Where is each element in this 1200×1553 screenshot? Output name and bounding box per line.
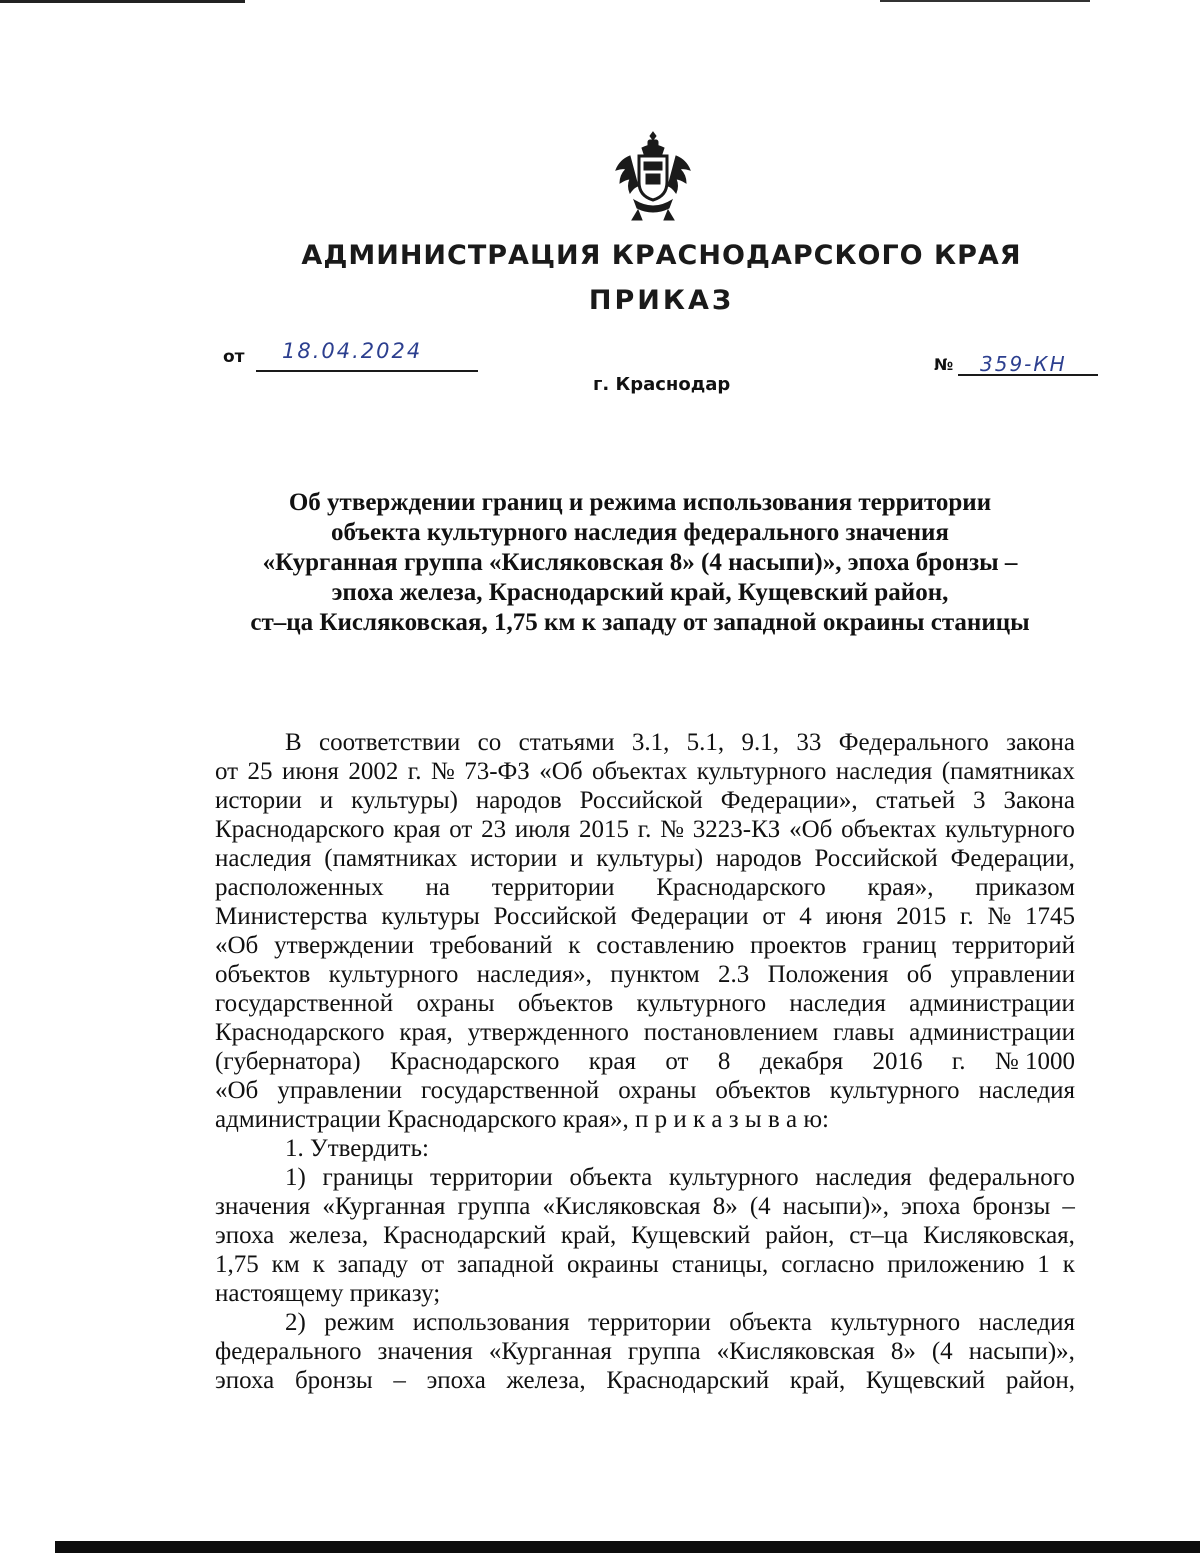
word: 8 [717, 1048, 731, 1075]
word: «Курганная [322, 1193, 446, 1220]
word: (памятниках [941, 758, 1075, 785]
paragraph-line [215, 989, 1075, 1018]
word: группа [457, 1193, 531, 1220]
word: границ [862, 932, 937, 959]
word: территории [430, 1164, 553, 1191]
word: г. [959, 903, 974, 930]
word: народов [475, 787, 562, 814]
word: постановлением [643, 1019, 819, 1046]
word: охраны [618, 1077, 697, 1104]
word: эпоха [901, 1193, 961, 1220]
word: эпоха [215, 1367, 275, 1394]
word: проектов [750, 932, 847, 959]
word: июля [514, 816, 571, 843]
word: границы [322, 1164, 414, 1191]
word: к [568, 932, 581, 959]
word: км [271, 1251, 300, 1278]
paragraph-line [215, 873, 1075, 902]
title-line: Об утверждении границ и режима использования территории [288, 489, 992, 516]
word: Краснодарский [606, 1367, 770, 1394]
word: Федерации», [720, 787, 858, 814]
word: Краснодарского [656, 874, 826, 901]
word: (4 [749, 1193, 771, 1220]
word: (губернатора) [215, 1048, 361, 1075]
organization-name: АДМИНИСТРАЦИЯ КРАСНОДАРСКОГО КРАЯ [301, 240, 1022, 271]
word: со [477, 729, 502, 756]
date-label: от [223, 347, 245, 367]
subitem-line [215, 1221, 1075, 1250]
word: края, [399, 1019, 453, 1046]
word: и [319, 787, 334, 814]
subitem-line [215, 1163, 1075, 1192]
handwritten-number: 359-КН [980, 352, 1067, 376]
word: культуры) [596, 845, 704, 872]
word: охраны [416, 990, 495, 1017]
word: наследия [215, 845, 312, 872]
word: 33 [796, 729, 822, 756]
word: пунктом [610, 961, 700, 988]
word: «Об [789, 816, 833, 843]
word: наследия [978, 1309, 1075, 1336]
word: Кущевский [865, 1367, 986, 1394]
word: ст–ца [849, 1222, 909, 1249]
word: 1745 [1024, 903, 1075, 930]
word: г. [407, 758, 422, 785]
word: 2) [285, 1309, 306, 1336]
word: культурного [829, 1077, 960, 1104]
word: 2016 [872, 1048, 923, 1075]
word: требований [429, 932, 553, 959]
title-line: ст–ца Кисляковская, 1,75 км к западу от западной окраины станицы [250, 609, 1030, 636]
word: Положения [767, 961, 889, 988]
word: Краснодарского [215, 816, 385, 843]
word: эпоха [215, 1222, 275, 1249]
word: 9.1, [741, 729, 780, 756]
word: и [569, 845, 584, 872]
paragraph-line [215, 728, 1075, 757]
word: край, [789, 1367, 846, 1394]
subitem-line [215, 1366, 1075, 1395]
paragraph-line [215, 960, 1075, 989]
word: управлении [277, 1077, 402, 1104]
word: объектов [715, 1077, 811, 1104]
word: утверждении [274, 932, 414, 959]
word: края», [867, 874, 934, 901]
word: объектов [215, 961, 311, 988]
word: статьей [875, 787, 956, 814]
word: края [588, 1048, 637, 1075]
word: культурного [945, 816, 1075, 843]
word: главы [833, 1019, 895, 1046]
paragraph-line [215, 1076, 1075, 1105]
word: район, [765, 1222, 835, 1249]
word: бронзы [972, 1193, 1051, 1220]
word: приложению [887, 1251, 1025, 1278]
word: объектов [517, 990, 614, 1017]
word: окраины [566, 1251, 659, 1278]
word: культурного [696, 758, 827, 785]
word: расположенных [215, 874, 384, 901]
word: на [425, 874, 450, 901]
date-underline [256, 370, 478, 372]
word: Кущевский [631, 1222, 751, 1249]
word: 25 [247, 758, 273, 785]
word: наследия [815, 1164, 912, 1191]
word: от [449, 816, 473, 843]
word: насыпи)», [782, 1193, 889, 1220]
word: Закона [1003, 787, 1075, 814]
scan-bottom-edge [55, 1541, 1200, 1553]
item-heading: 1. Утвердить: [285, 1135, 429, 1162]
title-line: эпоха железа, Краснодарский край, Кущевский район, [331, 579, 949, 606]
handwritten-date: 18.04.2024 [282, 339, 423, 363]
word: «Об [539, 758, 583, 785]
word: № [987, 903, 1012, 930]
word: администрации [909, 990, 1075, 1017]
word: федерального [215, 1338, 362, 1365]
word: железа, [506, 1367, 586, 1394]
word: 8» [712, 1193, 738, 1220]
word: культурного [830, 1309, 961, 1336]
word: «Кисляковская [716, 1338, 875, 1365]
word: «Об [215, 932, 259, 959]
word: значения [215, 1193, 311, 1220]
scan-edge-mark [880, 0, 1090, 2]
word: наследия [835, 758, 933, 785]
word: станицы, [671, 1251, 769, 1278]
word: культуры) [351, 787, 458, 814]
word: 2015 [896, 903, 947, 930]
word: В [285, 729, 302, 756]
word: группа [627, 1338, 701, 1365]
word: объекта [729, 1309, 813, 1336]
word: г. [951, 1048, 966, 1075]
document-body [215, 728, 1075, 1395]
coat-of-arms-emblem [612, 130, 694, 222]
word: 4 [799, 903, 812, 930]
word: государственной [421, 1077, 600, 1104]
subitem-last-line: настоящему приказу; [215, 1280, 441, 1307]
word: бронзы [294, 1367, 373, 1394]
word: к [1062, 1251, 1075, 1278]
word: утвержденного [467, 1019, 629, 1046]
word: западу [337, 1251, 408, 1278]
word: территории [491, 874, 615, 901]
word: № 1000 [994, 1048, 1075, 1075]
word: управлении [950, 961, 1075, 988]
word: – [393, 1367, 406, 1394]
word: 73-ФЗ [464, 758, 530, 785]
title-line: объекта культурного наследия федерального значения [331, 519, 949, 546]
word: наследия [978, 1077, 1075, 1104]
word: 2.3 [718, 961, 750, 988]
paragraph-line [215, 902, 1075, 931]
word: приказом [975, 874, 1075, 901]
word: составлению [596, 932, 735, 959]
word: июня [825, 903, 883, 930]
word: от [665, 1048, 689, 1075]
paragraph-last-line: администрации Краснодарского края», п р и к а з ы в а ю: [215, 1106, 829, 1133]
paragraph-line [215, 1047, 1075, 1076]
scan-edge-mark [0, 0, 245, 3]
word: соответствии [319, 729, 461, 756]
word: 3.1, [631, 729, 670, 756]
word: 5.1, [686, 729, 725, 756]
word: 1) [285, 1164, 306, 1191]
word: закона [1006, 729, 1075, 756]
paragraph-line [215, 786, 1075, 815]
word: от [215, 758, 239, 785]
word: истории [215, 787, 302, 814]
document-city: г. Краснодар [593, 374, 731, 395]
word: Российской [579, 787, 703, 814]
word: г. [637, 816, 652, 843]
word: согласно [781, 1251, 875, 1278]
word: Краснодарский [383, 1222, 546, 1249]
word: 2015 [578, 816, 629, 843]
word: Федерации, [950, 845, 1075, 872]
word: культурного [668, 1164, 799, 1191]
word: Федерации [630, 903, 749, 930]
word: территорий [952, 932, 1075, 959]
word: наследия [789, 990, 886, 1017]
word: Российской [493, 903, 617, 930]
word: объекта [569, 1164, 653, 1191]
word: статьями [518, 729, 615, 756]
word: № [430, 758, 455, 785]
subitem-line [215, 1192, 1075, 1221]
word: «Кисляковская [542, 1193, 701, 1220]
subitem-line [215, 1250, 1075, 1279]
word: государственной [215, 990, 394, 1017]
word: Федерального [838, 729, 989, 756]
word: «Об [215, 1077, 259, 1104]
word: федерального [928, 1164, 1075, 1191]
paragraph-line [215, 931, 1075, 960]
word: Краснодарского [389, 1048, 560, 1075]
word: Краснодарского [215, 1019, 385, 1046]
word: – [1062, 1193, 1075, 1220]
word: край, [560, 1222, 617, 1249]
paragraph-line [215, 844, 1075, 873]
word: наследия», [476, 961, 592, 988]
document-title [200, 488, 1080, 638]
word: 2002 [348, 758, 399, 785]
word: 8» [890, 1338, 916, 1365]
word: западной [456, 1251, 555, 1278]
word: 1,75 [215, 1251, 259, 1278]
word: № [660, 816, 685, 843]
number-label: № [934, 355, 954, 374]
word: район, [1005, 1367, 1075, 1394]
word: 3 [973, 787, 986, 814]
word: Министерства [215, 903, 368, 930]
word: от [762, 903, 786, 930]
subitem-line [215, 1308, 1075, 1337]
word: культуры [381, 903, 480, 930]
word: объектах [841, 816, 937, 843]
word: использования [412, 1309, 570, 1336]
word: «Курганная [488, 1338, 612, 1365]
word: культурного [328, 961, 459, 988]
word: (памятниках [324, 845, 458, 872]
title-line: «Курганная группа «Кисляковская 8» (4 насыпи)», эпоха бронзы – [262, 549, 1018, 576]
word: Кисляковская, [923, 1222, 1075, 1249]
paragraph-line [215, 815, 1075, 844]
word: декабря [759, 1048, 844, 1075]
word: администрации [909, 1019, 1075, 1046]
word: об [906, 961, 932, 988]
word: 1 [1037, 1251, 1050, 1278]
word: объектах [591, 758, 688, 785]
word: Российской [814, 845, 938, 872]
word: железа, [289, 1222, 369, 1249]
word: культурного [636, 990, 767, 1017]
word: края [393, 816, 441, 843]
word: значения [377, 1338, 473, 1365]
word: территории [588, 1309, 711, 1336]
document-type: ПРИКАЗ [588, 285, 735, 316]
word: от [420, 1251, 445, 1278]
word: истории [470, 845, 558, 872]
word: июня [281, 758, 339, 785]
word: (4 [931, 1338, 953, 1365]
paragraph-line [215, 1018, 1075, 1047]
word: насыпи)», [968, 1338, 1075, 1365]
word: режим [324, 1309, 395, 1336]
word: к [312, 1251, 325, 1278]
paragraph-line [215, 757, 1075, 786]
word: эпоха [426, 1367, 486, 1394]
word: народов [715, 845, 802, 872]
word: 3223-КЗ [692, 816, 781, 843]
subitem-line [215, 1337, 1075, 1366]
word: 23 [481, 816, 507, 843]
